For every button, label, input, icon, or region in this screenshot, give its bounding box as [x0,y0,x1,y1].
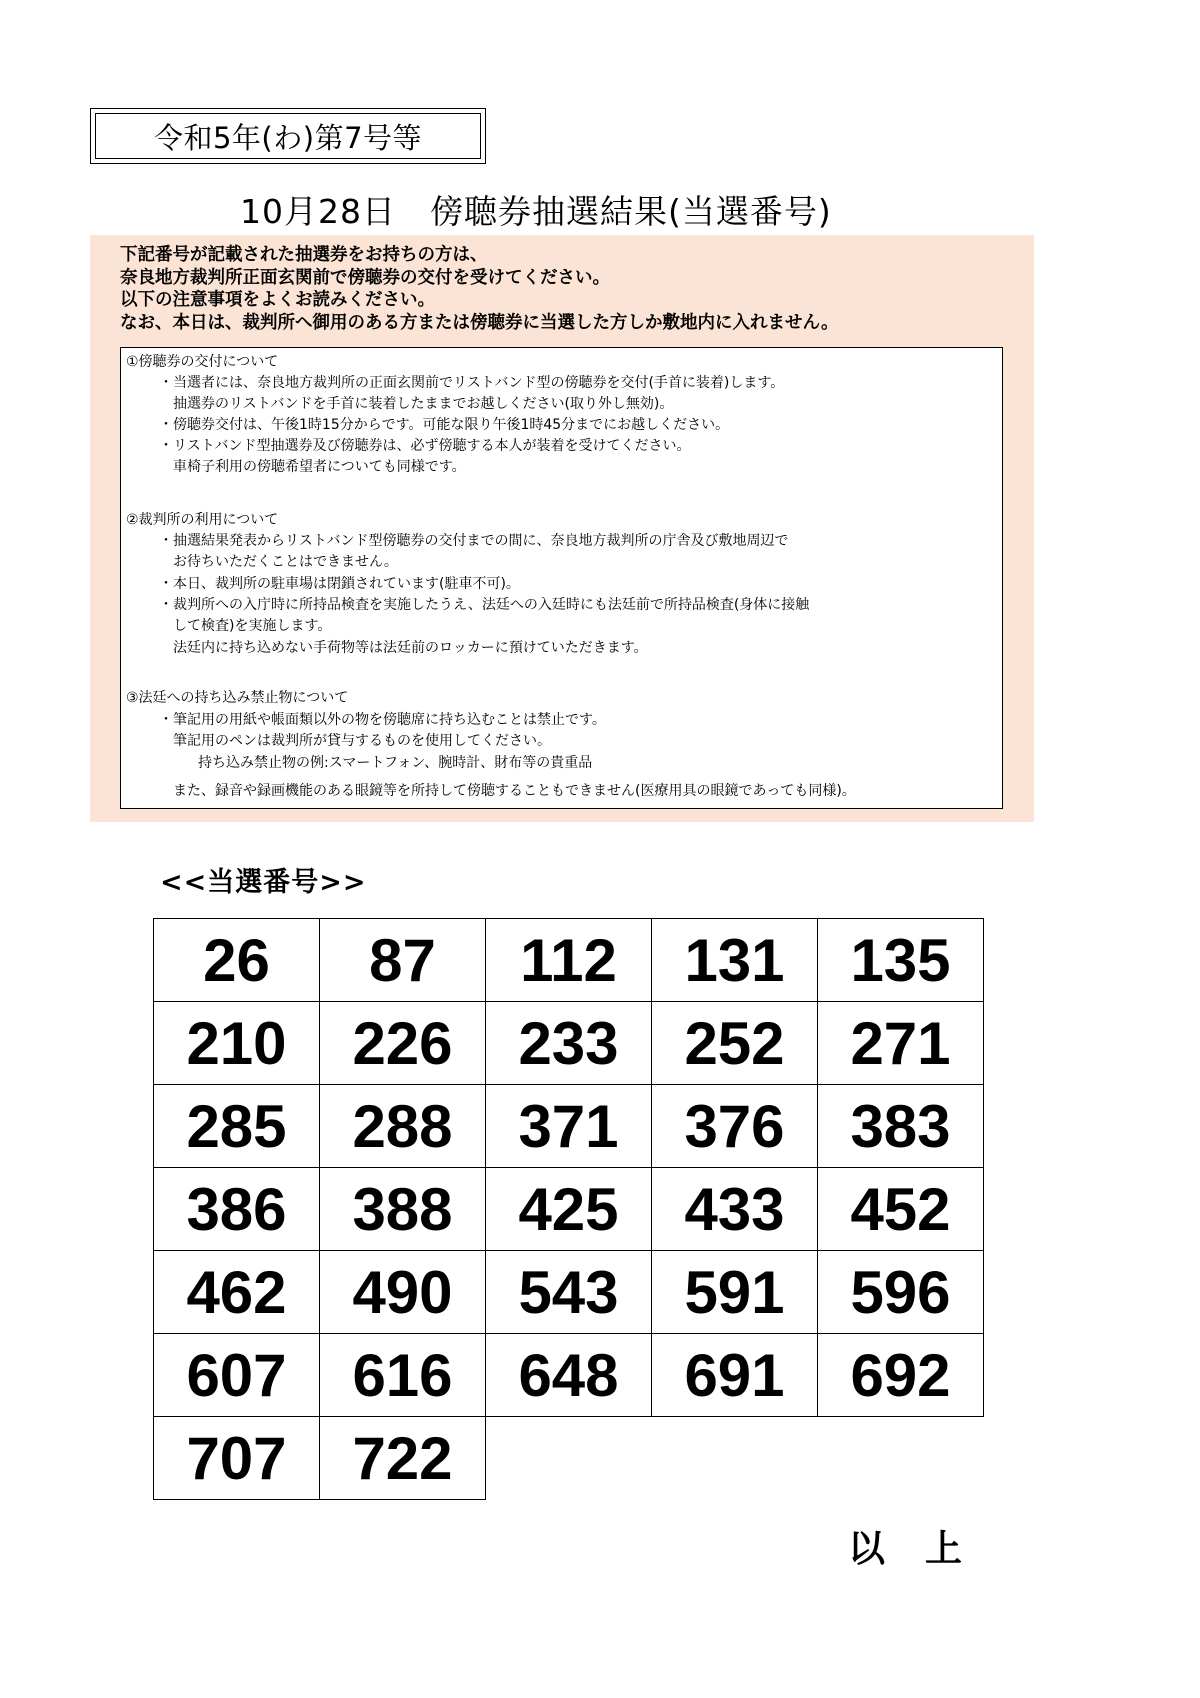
table-row [154,1168,984,1251]
closing-char: 以 [848,1527,887,1570]
note-line: お待ちいただくことはできません。 [173,554,398,570]
winning-number-cell: 607 [154,1334,320,1417]
note-line: 筆記用のペンは裁判所が貸与するものを使用してください。 [173,733,551,749]
winning-number-cell: 691 [652,1334,818,1417]
note-line: ・裁判所への入庁時に所持品検査を実施したうえ、法廷への入廷時にも法廷前で所持品検査(身体に接触 [159,594,809,614]
winning-number-cell: 87 [320,919,486,1002]
page-title: 10月28日 傍聴券抽選結果(当選番号) [240,192,832,231]
table-row [154,1334,984,1417]
note-line: ・抽選結果発表からリストバンド型傍聴券の交付までの間に、奈良地方裁判所の庁舎及び敷地周辺で [159,530,788,550]
bullet: ・ [159,375,173,391]
note-line: ・本日、裁判所の駐車場は閉鎖されています(駐車不可)。 [159,573,520,593]
section-heading-prohibited-items: ③法廷への持ち込み禁止物について [126,690,349,706]
winning-number-cell: 692 [818,1334,984,1417]
note-line: ・リストバンド型抽選券及び傍聴券は、必ず傍聴する本人が装着を受けてください。 [159,435,690,455]
case-number: 令和5年(わ)第7号等 [95,113,481,159]
note-line: 車椅子利用の傍聴希望者についても同様です。 [173,459,466,475]
intro-line: 奈良地方裁判所正面玄関前で傍聴券の交付を受けてください。 [120,267,610,288]
winning-number-cell: 271 [818,1002,984,1085]
winning-number-cell: 371 [486,1085,652,1168]
table-row [154,1085,984,1168]
table-row [154,1251,984,1334]
bullet: ・ [159,533,173,549]
winning-number-cell: 135 [818,919,984,1002]
winning-number-cell: 425 [486,1168,652,1251]
winning-number-cell: 433 [652,1168,818,1251]
closing-char: 上 [925,1527,964,1570]
intro-line: 下記番号が記載された抽選券をお持ちの方は、 [120,245,488,265]
section-heading-ticket-issuance: ①傍聴券の交付について [126,354,279,370]
winning-numbers-heading: <<当選番号>> [160,867,367,898]
winning-number-cell: 376 [652,1085,818,1168]
winning-number-cell: 591 [652,1251,818,1334]
winning-numbers-table [153,918,984,1500]
winning-number-cell: 26 [154,919,320,1002]
intro-line: なお、本日は、裁判所へ御用のある方または傍聴券に当選した方しか敷地内に入れません。 [120,312,839,333]
winning-number-cell: 616 [320,1334,486,1417]
winning-number-cell: 490 [320,1251,486,1334]
notes-box [120,347,1003,809]
table-row [154,1417,984,1500]
winning-number-cell: 648 [486,1334,652,1417]
note-line: 法廷内に持ち込めない手荷物等は法廷前のロッカーに預けていただきます。 [173,640,648,656]
winning-number-cell: 388 [320,1168,486,1251]
intro-text [120,244,839,334]
bullet: ・ [159,712,173,728]
winning-number-cell: 288 [320,1085,486,1168]
table-row [154,1002,984,1085]
section-heading-court-use: ②裁判所の利用について [126,512,279,528]
winning-number-cell: 210 [154,1002,320,1085]
note-line: 持ち込み禁止物の例:スマートフォン、腕時計、財布等の貴重品 [198,755,593,771]
empty-cell [486,1417,652,1500]
bullet: ・ [159,417,173,433]
empty-cell [652,1417,818,1500]
winning-number-cell: 112 [486,919,652,1002]
note-line: ・筆記用の用紙や帳面類以外の物を傍聴席に持ち込むことは禁止です。 [159,709,606,729]
notice-panel [90,235,1034,822]
winning-number-cell: 707 [154,1417,320,1500]
bullet: ・ [159,597,173,613]
winning-number-cell: 226 [320,1002,486,1085]
winning-number-cell: 462 [154,1251,320,1334]
bullet: ・ [159,438,173,454]
intro-line: 以下の注意事項をよくお読みください。 [120,290,435,310]
winning-number-cell: 383 [818,1085,984,1168]
note-line: また、録音や録画機能のある眼鏡等を所持して傍聴することもできません(医療用具の眼鏡であっても同様)。 [173,783,856,799]
winning-number-cell: 722 [320,1417,486,1500]
winning-number-cell: 596 [818,1251,984,1334]
winning-number-cell: 386 [154,1168,320,1251]
note-line: ・傍聴券交付は、午後1時15分からです。可能な限り午後1時45分までにお越しください。 [159,414,729,434]
winning-number-cell: 233 [486,1002,652,1085]
winning-number-cell: 543 [486,1251,652,1334]
note-line: ・当選者には、奈良地方裁判所の正面玄関前でリストバンド型の傍聴券を交付(手首に装着)します。 [159,372,784,392]
winning-number-cell: 285 [154,1085,320,1168]
table-row [154,919,984,1002]
winning-number-cell: 131 [652,919,818,1002]
empty-cell [818,1417,984,1500]
closing-mark [848,1518,964,1572]
note-line: して検査)を実施します。 [173,618,332,634]
winning-number-cell: 452 [818,1168,984,1251]
case-number-box [90,108,486,164]
note-line: 抽選券のリストバンドを手首に装着したままでお越しください(取り外し無効)。 [173,396,674,412]
winning-number-cell: 252 [652,1002,818,1085]
bullet: ・ [159,576,173,592]
